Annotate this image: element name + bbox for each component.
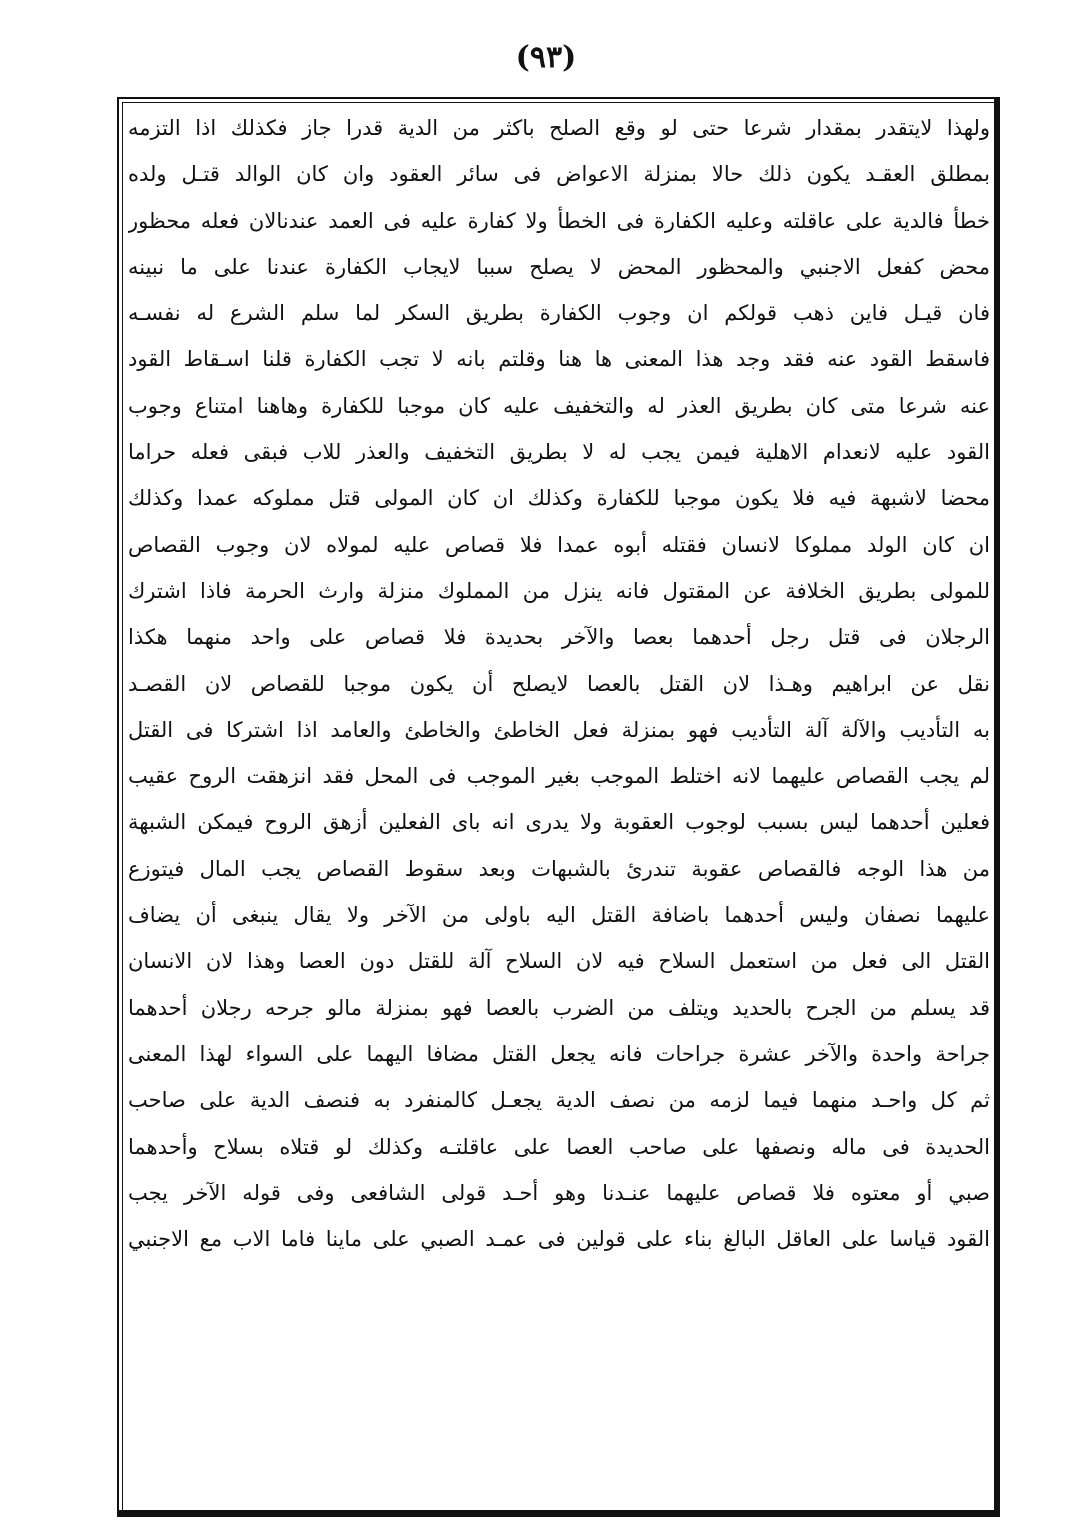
text-line: القود عليه لانعدام الاهلية فيمن يجب له لا بطريق التخفيف والعذر للاب فبقى فعله حراما xyxy=(128,440,990,465)
text-line: ثم كل واحـد منهما فيما لزمه من نصف الدية يجعـل كالمنفرد به فنصف الدية على صاحب xyxy=(128,1088,990,1113)
text-line: فعلين أحدهما ليس بسبب لوجوب العقوبة ولا يدرى انه باى الفعلين أزهق الروح فيمكن الشبهة xyxy=(128,810,990,835)
text-line: به التأديب والآلة آلة التأديب فهو بمنزلة فعل الخاطئ والخاطئ والعامد اذا اشتركا فى القتل xyxy=(128,717,990,742)
text-line: الرجلان فى قتل رجل أحدهما بعصا والآخر بحديدة فلا قصاص على واحد منهما هكذا xyxy=(128,625,990,650)
text-line: قد يسلم من الجرح بالحديد ويتلف من الضرب بالعصا فهو بمنزلة مالو جرحه رجلان أحدهما xyxy=(128,995,990,1020)
text-line: نقل عن ابراهيم وهـذا لان القتل بالعصا لايصلح أن يكون موجبا للقصاص لان القصـد xyxy=(128,671,990,696)
text-line: جراحة واحدة والآخر عشرة جراحات فانه يجعل القتل مضافا اليهما على السواء لهذا المعنى xyxy=(128,1041,990,1066)
text-line: بمطلق العقـد يكون ذلك حالا بمنزلة الاعواض فى سائر العقود وان كان الوالد قتـل ولده xyxy=(128,162,990,187)
text-line: صبي أو معتوه فلا قصاص عليهما عنـدنا وهو أحـد قولى الشافعى وفى قوله الآخر يجب xyxy=(128,1180,990,1205)
text-line: محضا لاشبهة فيه فلا يكون موجبا للكفارة وكذلك ان كان المولى قتل مملوكه عمدا وكذلك xyxy=(128,486,990,511)
text-line: فاسقط القود عنه فقد وجد هذا المعنى ها هنا وقلتم بانه لا تجب الكفارة قلنا اسـقاط القود xyxy=(128,347,990,372)
text-line: للمولى بطريق الخلافة عن المقتول فانه ينزل من المملوك منزلة وارث الحرمة فاذا اشترك xyxy=(128,578,990,603)
page-number: (٩٣) xyxy=(515,40,577,75)
text-line: من هذا الوجه فالقصاص عقوبة تندرئ بالشبهات وبعد سقوط القصاص يجب المال فيتوزع xyxy=(128,856,990,881)
text-line: القود قياسا على العاقل البالغ بناء على قولين فى عمـد الصبي على ماينا فاما الاب مع الاجنبي xyxy=(128,1227,990,1252)
text-line: فان قيـل فاين ذهب قولكم ان وجوب الكفارة بطريق السكر لما سلم الشرع له نفسـه xyxy=(128,301,990,326)
text-line: عنه شرعا متى كان بطريق العذر له والتخفيف عليه كان موجبا للكفارة وهاهنا امتناع وجوب xyxy=(128,393,990,418)
text-line: لم يجب القصاص عليهما لانه اختلط الموجب بغير الموجب فى المحل فقد انزهقت الروح عقيب xyxy=(128,764,990,789)
frame-shadow-bottom xyxy=(117,1510,1000,1517)
text-line: القتل الى فعل من استعمل السلاح فيه لان السلاح آلة للقتل دون العصا وهذا لان الانسان xyxy=(128,949,990,974)
text-line: ولهذا لايتقدر بمقدار شرعا حتى لو وقع الصلح باكثر من الدية قدرا جاز فكذلك اذا التزمه xyxy=(128,116,990,140)
text-line: محض كفعل الاجنبي والمحظور المحض لا يصلح سببا لايجاب الكفارة عندنا على ما نبينه xyxy=(128,254,990,279)
frame-shadow-right xyxy=(994,97,1000,1517)
text-line: خطأ فالدية على عاقلته وعليه الكفارة فى الخطأ ولا كفارة عليه فى العمد عندنالان فعله محظور xyxy=(128,208,990,233)
text-line: ان كان الولد مملوكا لانسان فقتله أبوه عمدا فلا قصاص عليه لمولاه لان وجوب القصاص xyxy=(128,532,990,557)
text-line: عليهما نصفان وليس أحدهما باضافة القتل اليه باولى من الآخر ولا يقال ينبغى أن يضاف xyxy=(128,903,990,928)
text-body xyxy=(128,105,990,1262)
text-line: الحديدة فى ماله ونصفها على صاحب العصا على عاقلتـه وكذلك لو قتلاه بسلاح وأحدهما xyxy=(128,1134,990,1159)
